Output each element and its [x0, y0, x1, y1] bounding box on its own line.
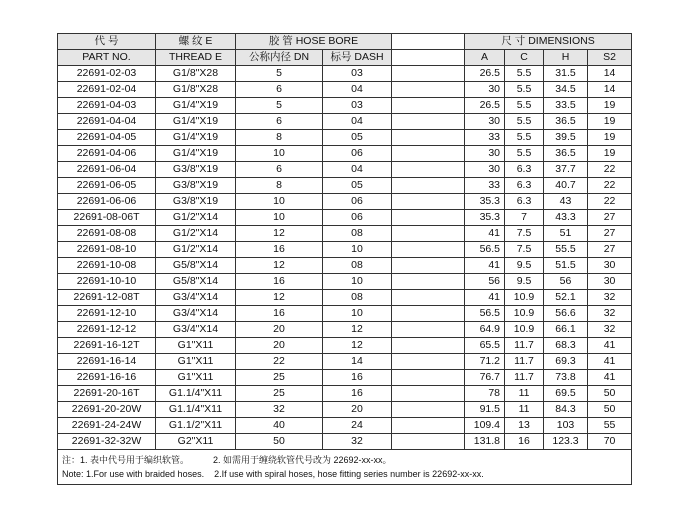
thread-cell: G3/4"X14 [156, 322, 236, 338]
dim-a-cell: 56 [465, 274, 505, 290]
dim-c-cell: 9.5 [505, 258, 544, 274]
table-row [58, 178, 632, 194]
dim-c-cell: 6.3 [505, 162, 544, 178]
thread-cell: G2"X11 [156, 434, 236, 450]
blank-cell [392, 306, 465, 322]
dash-cell: 03 [323, 66, 392, 82]
header-part-cn: 代 号 [58, 34, 156, 50]
dim-s2-cell: 19 [588, 98, 632, 114]
part-number-cell: 22691-08-08 [58, 226, 156, 242]
dim-c-cell: 9.5 [505, 274, 544, 290]
table-row [58, 290, 632, 306]
dim-a-cell: 76.7 [465, 370, 505, 386]
dim-s2-cell: 70 [588, 434, 632, 450]
table-row [58, 130, 632, 146]
part-number-cell: 22691-02-03 [58, 66, 156, 82]
dn-cell: 12 [236, 290, 323, 306]
dim-a-cell: 30 [465, 162, 505, 178]
dim-s2-cell: 41 [588, 338, 632, 354]
table-row [58, 98, 632, 114]
thread-cell: G1/4"X19 [156, 114, 236, 130]
thread-cell: G3/8"X19 [156, 194, 236, 210]
table-row [58, 354, 632, 370]
header-c: C [505, 50, 544, 66]
table-row [58, 66, 632, 82]
dim-a-cell: 41 [465, 226, 505, 242]
dim-c-cell: 10.9 [505, 306, 544, 322]
thread-cell: G1/2"X14 [156, 210, 236, 226]
dash-cell: 05 [323, 130, 392, 146]
table-row [58, 322, 632, 338]
table-row [58, 386, 632, 402]
note-en-1: Note: 1.For use with braided hoses. [62, 469, 205, 479]
dim-h-cell: 73.8 [544, 370, 588, 386]
part-number-cell: 22691-04-05 [58, 130, 156, 146]
blank-cell [392, 386, 465, 402]
dim-s2-cell: 30 [588, 274, 632, 290]
table-row [58, 242, 632, 258]
dim-a-cell: 35.3 [465, 194, 505, 210]
dim-c-cell: 5.5 [505, 130, 544, 146]
dn-cell: 16 [236, 306, 323, 322]
thread-cell: G5/8"X14 [156, 274, 236, 290]
dim-c-cell: 11 [505, 386, 544, 402]
dim-s2-cell: 19 [588, 130, 632, 146]
blank-cell [392, 114, 465, 130]
header-dash: 标号 DASH [323, 50, 392, 66]
blank-cell [392, 194, 465, 210]
blank-cell [392, 146, 465, 162]
part-number-cell: 22691-06-05 [58, 178, 156, 194]
dn-cell: 16 [236, 242, 323, 258]
dim-s2-cell: 32 [588, 306, 632, 322]
blank-cell [392, 210, 465, 226]
part-number-cell: 22691-32-32W [58, 434, 156, 450]
dim-h-cell: 56 [544, 274, 588, 290]
dn-cell: 25 [236, 370, 323, 386]
part-number-cell: 22691-04-04 [58, 114, 156, 130]
dim-a-cell: 109.4 [465, 418, 505, 434]
dn-cell: 25 [236, 386, 323, 402]
dim-c-cell: 5.5 [505, 98, 544, 114]
dim-c-cell: 7.5 [505, 242, 544, 258]
dim-a-cell: 71.2 [465, 354, 505, 370]
thread-cell: G1/8"X28 [156, 66, 236, 82]
dash-cell: 16 [323, 370, 392, 386]
dn-cell: 50 [236, 434, 323, 450]
thread-cell: G1"X11 [156, 354, 236, 370]
blank-cell [392, 338, 465, 354]
dn-cell: 6 [236, 82, 323, 98]
note-line-cn [62, 453, 631, 467]
thread-cell: G3/4"X14 [156, 306, 236, 322]
header-row-1 [58, 34, 632, 50]
blank-cell [392, 98, 465, 114]
part-number-cell: 22691-12-10 [58, 306, 156, 322]
thread-cell: G1"X11 [156, 338, 236, 354]
header-part-en: PART NO. [58, 50, 156, 66]
dim-h-cell: 69.3 [544, 354, 588, 370]
thread-cell: G1/8"X28 [156, 82, 236, 98]
dim-c-cell: 5.5 [505, 66, 544, 82]
table-row [58, 434, 632, 450]
table-row [58, 210, 632, 226]
dim-a-cell: 35.3 [465, 210, 505, 226]
dim-h-cell: 33.5 [544, 98, 588, 114]
dim-s2-cell: 22 [588, 162, 632, 178]
dim-a-cell: 26.5 [465, 98, 505, 114]
dim-s2-cell: 32 [588, 290, 632, 306]
dim-s2-cell: 19 [588, 114, 632, 130]
part-number-cell: 22691-10-08 [58, 258, 156, 274]
dn-cell: 10 [236, 210, 323, 226]
part-number-cell: 22691-04-03 [58, 98, 156, 114]
dim-c-cell: 6.3 [505, 194, 544, 210]
part-number-cell: 22691-08-10 [58, 242, 156, 258]
part-number-cell: 22691-10-10 [58, 274, 156, 290]
dim-h-cell: 51.5 [544, 258, 588, 274]
dim-a-cell: 41 [465, 258, 505, 274]
table-row [58, 402, 632, 418]
dim-c-cell: 16 [505, 434, 544, 450]
dash-cell: 05 [323, 178, 392, 194]
dim-s2-cell: 41 [588, 370, 632, 386]
header-s2: S2 [588, 50, 632, 66]
dim-h-cell: 34.5 [544, 82, 588, 98]
dim-a-cell: 30 [465, 146, 505, 162]
dash-cell: 08 [323, 226, 392, 242]
table-row [58, 82, 632, 98]
dash-cell: 20 [323, 402, 392, 418]
dim-s2-cell: 22 [588, 178, 632, 194]
dn-cell: 22 [236, 354, 323, 370]
table-row [58, 258, 632, 274]
header-blank-cell [392, 34, 465, 50]
notes-cell [58, 450, 632, 485]
thread-cell: G1/2"X14 [156, 226, 236, 242]
dash-cell: 12 [323, 322, 392, 338]
dn-cell: 10 [236, 146, 323, 162]
dim-c-cell: 7 [505, 210, 544, 226]
dim-a-cell: 33 [465, 178, 505, 194]
dim-h-cell: 37.7 [544, 162, 588, 178]
thread-cell: G3/4"X14 [156, 290, 236, 306]
dim-h-cell: 68.3 [544, 338, 588, 354]
dim-a-cell: 30 [465, 82, 505, 98]
part-number-cell: 22691-24-24W [58, 418, 156, 434]
thread-cell: G3/8"X19 [156, 178, 236, 194]
dim-c-cell: 11.7 [505, 338, 544, 354]
notes-row [58, 450, 632, 485]
blank-cell [392, 226, 465, 242]
header-row-2 [58, 50, 632, 66]
dim-c-cell: 13 [505, 418, 544, 434]
table-row [58, 370, 632, 386]
dash-cell: 12 [323, 338, 392, 354]
part-number-cell: 22691-06-06 [58, 194, 156, 210]
dim-a-cell: 33 [465, 130, 505, 146]
blank-cell [392, 258, 465, 274]
blank-cell [392, 82, 465, 98]
dim-a-cell: 30 [465, 114, 505, 130]
dim-h-cell: 84.3 [544, 402, 588, 418]
dash-cell: 08 [323, 258, 392, 274]
dim-s2-cell: 32 [588, 322, 632, 338]
note-line-en [62, 467, 631, 481]
part-number-cell: 22691-16-16 [58, 370, 156, 386]
dim-s2-cell: 27 [588, 242, 632, 258]
dn-cell: 12 [236, 226, 323, 242]
part-number-cell: 22691-16-12T [58, 338, 156, 354]
dim-h-cell: 43 [544, 194, 588, 210]
dim-h-cell: 36.5 [544, 146, 588, 162]
part-number-cell: 22691-02-04 [58, 82, 156, 98]
table-row [58, 306, 632, 322]
table-row [58, 162, 632, 178]
dim-a-cell: 41 [465, 290, 505, 306]
dim-c-cell: 5.5 [505, 114, 544, 130]
dn-cell: 20 [236, 322, 323, 338]
dim-s2-cell: 55 [588, 418, 632, 434]
dn-cell: 6 [236, 162, 323, 178]
table-row [58, 418, 632, 434]
header-thread-en: THREAD E [156, 50, 236, 66]
dash-cell: 04 [323, 114, 392, 130]
table-row [58, 114, 632, 130]
dim-s2-cell: 41 [588, 354, 632, 370]
header-h: H [544, 50, 588, 66]
dim-h-cell: 39.5 [544, 130, 588, 146]
blank-cell [392, 66, 465, 82]
header-dn: 公称内径 DN [236, 50, 323, 66]
dim-h-cell: 123.3 [544, 434, 588, 450]
thread-cell: G3/8"X19 [156, 162, 236, 178]
blank-cell [392, 178, 465, 194]
dim-h-cell: 51 [544, 226, 588, 242]
dn-cell: 10 [236, 194, 323, 210]
dim-c-cell: 5.5 [505, 82, 544, 98]
dash-cell: 16 [323, 386, 392, 402]
blank-cell [392, 370, 465, 386]
part-number-cell: 22691-08-06T [58, 210, 156, 226]
dim-h-cell: 55.5 [544, 242, 588, 258]
dim-a-cell: 78 [465, 386, 505, 402]
blank-cell [392, 274, 465, 290]
dn-cell: 5 [236, 98, 323, 114]
dim-a-cell: 26.5 [465, 66, 505, 82]
header-hose-bore: 胶 管 HOSE BORE [236, 34, 392, 50]
dash-cell: 24 [323, 418, 392, 434]
dim-h-cell: 69.5 [544, 386, 588, 402]
dim-a-cell: 91.5 [465, 402, 505, 418]
thread-cell: G1/4"X19 [156, 130, 236, 146]
dash-cell: 03 [323, 98, 392, 114]
dash-cell: 06 [323, 194, 392, 210]
dim-a-cell: 56.5 [465, 242, 505, 258]
dash-cell: 10 [323, 242, 392, 258]
blank-cell [392, 290, 465, 306]
table-row [58, 338, 632, 354]
dim-c-cell: 10.9 [505, 322, 544, 338]
dash-cell: 06 [323, 146, 392, 162]
dim-h-cell: 52.1 [544, 290, 588, 306]
blank-cell [392, 402, 465, 418]
part-number-cell: 22691-20-20W [58, 402, 156, 418]
part-number-cell: 22691-06-04 [58, 162, 156, 178]
blank-cell [392, 434, 465, 450]
dim-s2-cell: 27 [588, 210, 632, 226]
dim-c-cell: 11.7 [505, 354, 544, 370]
dash-cell: 06 [323, 210, 392, 226]
thread-cell: G1.1/4"X11 [156, 386, 236, 402]
header-thread-cn: 螺 纹 E [156, 34, 236, 50]
dim-c-cell: 5.5 [505, 146, 544, 162]
dn-cell: 40 [236, 418, 323, 434]
part-number-cell: 22691-12-08T [58, 290, 156, 306]
part-number-cell: 22691-16-14 [58, 354, 156, 370]
blank-cell [392, 242, 465, 258]
blank-cell [392, 130, 465, 146]
dn-cell: 16 [236, 274, 323, 290]
thread-cell: G1.1/4"X11 [156, 402, 236, 418]
thread-cell: G1/4"X19 [156, 146, 236, 162]
part-number-cell: 22691-12-12 [58, 322, 156, 338]
dim-s2-cell: 14 [588, 82, 632, 98]
table-row [58, 226, 632, 242]
dim-a-cell: 64.9 [465, 322, 505, 338]
dim-h-cell: 36.5 [544, 114, 588, 130]
dash-cell: 04 [323, 82, 392, 98]
dim-c-cell: 7.5 [505, 226, 544, 242]
dim-a-cell: 65.5 [465, 338, 505, 354]
dim-h-cell: 43.3 [544, 210, 588, 226]
dn-cell: 6 [236, 114, 323, 130]
blank-cell [392, 322, 465, 338]
dim-h-cell: 56.6 [544, 306, 588, 322]
dim-h-cell: 66.1 [544, 322, 588, 338]
thread-cell: G1/4"X19 [156, 98, 236, 114]
note-cn-1: 注：1. 表中代号用于编织软管。 [62, 455, 190, 465]
note-cn-2: 2. 如需用于缠绕软管代号改为 22692-xx-xx。 [213, 455, 392, 465]
blank-cell [392, 418, 465, 434]
table-row [58, 146, 632, 162]
dim-a-cell: 56.5 [465, 306, 505, 322]
dash-cell: 10 [323, 306, 392, 322]
thread-cell: G1/2"X14 [156, 242, 236, 258]
note-en-2: 2.If use with spiral hoses, hose fitting series number is 22692-xx-xx. [214, 469, 484, 479]
dim-a-cell: 131.8 [465, 434, 505, 450]
thread-cell: G5/8"X14 [156, 258, 236, 274]
dim-c-cell: 6.3 [505, 178, 544, 194]
thread-cell: G1.1/2"X11 [156, 418, 236, 434]
dim-s2-cell: 50 [588, 386, 632, 402]
part-number-cell: 22691-20-16T [58, 386, 156, 402]
table-row [58, 274, 632, 290]
specification-table [57, 33, 632, 485]
part-number-cell: 22691-04-06 [58, 146, 156, 162]
header-dimensions: 尺 寸 DIMENSIONS [465, 34, 632, 50]
dash-cell: 10 [323, 274, 392, 290]
dim-h-cell: 103 [544, 418, 588, 434]
dim-c-cell: 11.7 [505, 370, 544, 386]
dn-cell: 8 [236, 178, 323, 194]
dim-s2-cell: 19 [588, 146, 632, 162]
dash-cell: 04 [323, 162, 392, 178]
thread-cell: G1"X11 [156, 370, 236, 386]
blank-cell [392, 162, 465, 178]
dash-cell: 14 [323, 354, 392, 370]
dn-cell: 5 [236, 66, 323, 82]
dim-h-cell: 40.7 [544, 178, 588, 194]
dash-cell: 08 [323, 290, 392, 306]
dn-cell: 32 [236, 402, 323, 418]
dn-cell: 20 [236, 338, 323, 354]
dn-cell: 8 [236, 130, 323, 146]
dim-c-cell: 11 [505, 402, 544, 418]
dim-s2-cell: 27 [588, 226, 632, 242]
header-blank-cell [392, 50, 465, 66]
dim-s2-cell: 22 [588, 194, 632, 210]
header-a: A [465, 50, 505, 66]
dim-c-cell: 10.9 [505, 290, 544, 306]
dim-s2-cell: 14 [588, 66, 632, 82]
blank-cell [392, 354, 465, 370]
dn-cell: 12 [236, 258, 323, 274]
dim-s2-cell: 50 [588, 402, 632, 418]
dim-s2-cell: 30 [588, 258, 632, 274]
dim-h-cell: 31.5 [544, 66, 588, 82]
dash-cell: 32 [323, 434, 392, 450]
table-row [58, 194, 632, 210]
